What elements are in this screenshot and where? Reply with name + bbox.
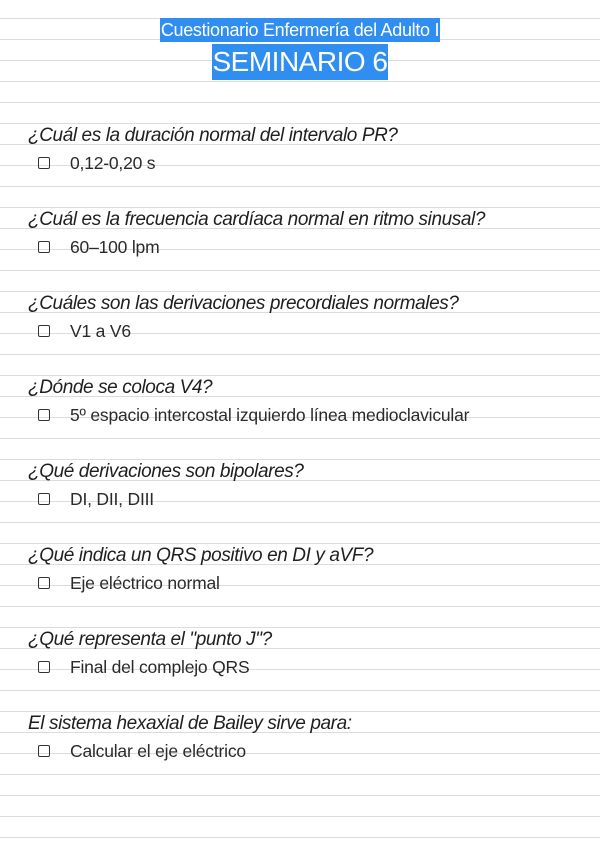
question-text: ¿Cuáles son las derivaciones precordiales normales? — [28, 293, 459, 314]
answer-text: Final del complejo QRS — [70, 657, 250, 677]
checkbox-icon[interactable] — [38, 745, 50, 757]
question-text: ¿Qué derivaciones son bipolares? — [28, 461, 304, 482]
checkbox-icon[interactable] — [38, 661, 50, 673]
qa-item-8 — [28, 712, 588, 762]
question-text: El sistema hexaxial de Bailey sirve para: — [28, 713, 352, 734]
answer-row — [38, 320, 588, 342]
answer-text: 60–100 lpm — [70, 237, 160, 257]
answer-row — [38, 740, 588, 762]
question-text: ¿Cuál es la frecuencia cardíaca normal en ritmo sinusal? — [28, 209, 486, 230]
question-text: ¿Qué indica un QRS positivo en DI y aVF? — [28, 545, 374, 566]
qa-item-7 — [28, 628, 588, 678]
checkbox-icon[interactable] — [38, 409, 50, 421]
question-text: ¿Cuál es la duración normal del intervalo PR? — [28, 125, 398, 146]
qa-item-3 — [28, 292, 588, 342]
answer-row — [38, 404, 588, 426]
document-title: SEMINARIO 6 — [212, 44, 389, 80]
answer-row — [38, 236, 588, 258]
checkbox-icon[interactable] — [38, 493, 50, 505]
qa-item-4 — [28, 376, 588, 426]
answer-text: 0,12-0,20 s — [70, 153, 156, 173]
answer-text: 5º espacio intercostal izquierdo línea medioclavicular — [70, 405, 470, 425]
document-subtitle: Cuestionario Enfermería del Adulto I — [160, 20, 440, 40]
answer-row — [38, 656, 588, 678]
answer-row — [38, 572, 588, 594]
document-header — [0, 18, 600, 80]
answer-text: Eje eléctrico normal — [70, 573, 220, 593]
qa-item-2 — [28, 208, 588, 258]
qa-item-6 — [28, 544, 588, 594]
checkbox-icon[interactable] — [38, 241, 50, 253]
qa-item-1 — [28, 124, 588, 174]
checkbox-icon[interactable] — [38, 577, 50, 589]
answer-text: Calcular el eje eléctrico — [70, 741, 246, 761]
answer-text: V1 a V6 — [70, 321, 131, 341]
checkbox-icon[interactable] — [38, 157, 50, 169]
checkbox-icon[interactable] — [38, 325, 50, 337]
question-text: ¿Qué representa el "punto J"? — [28, 629, 272, 650]
question-text: ¿Dónde se coloca V4? — [28, 377, 213, 398]
qa-item-5 — [28, 460, 588, 510]
answer-row — [38, 488, 588, 510]
answer-row — [38, 152, 588, 174]
answer-text: DI, DII, DIII — [70, 489, 154, 509]
